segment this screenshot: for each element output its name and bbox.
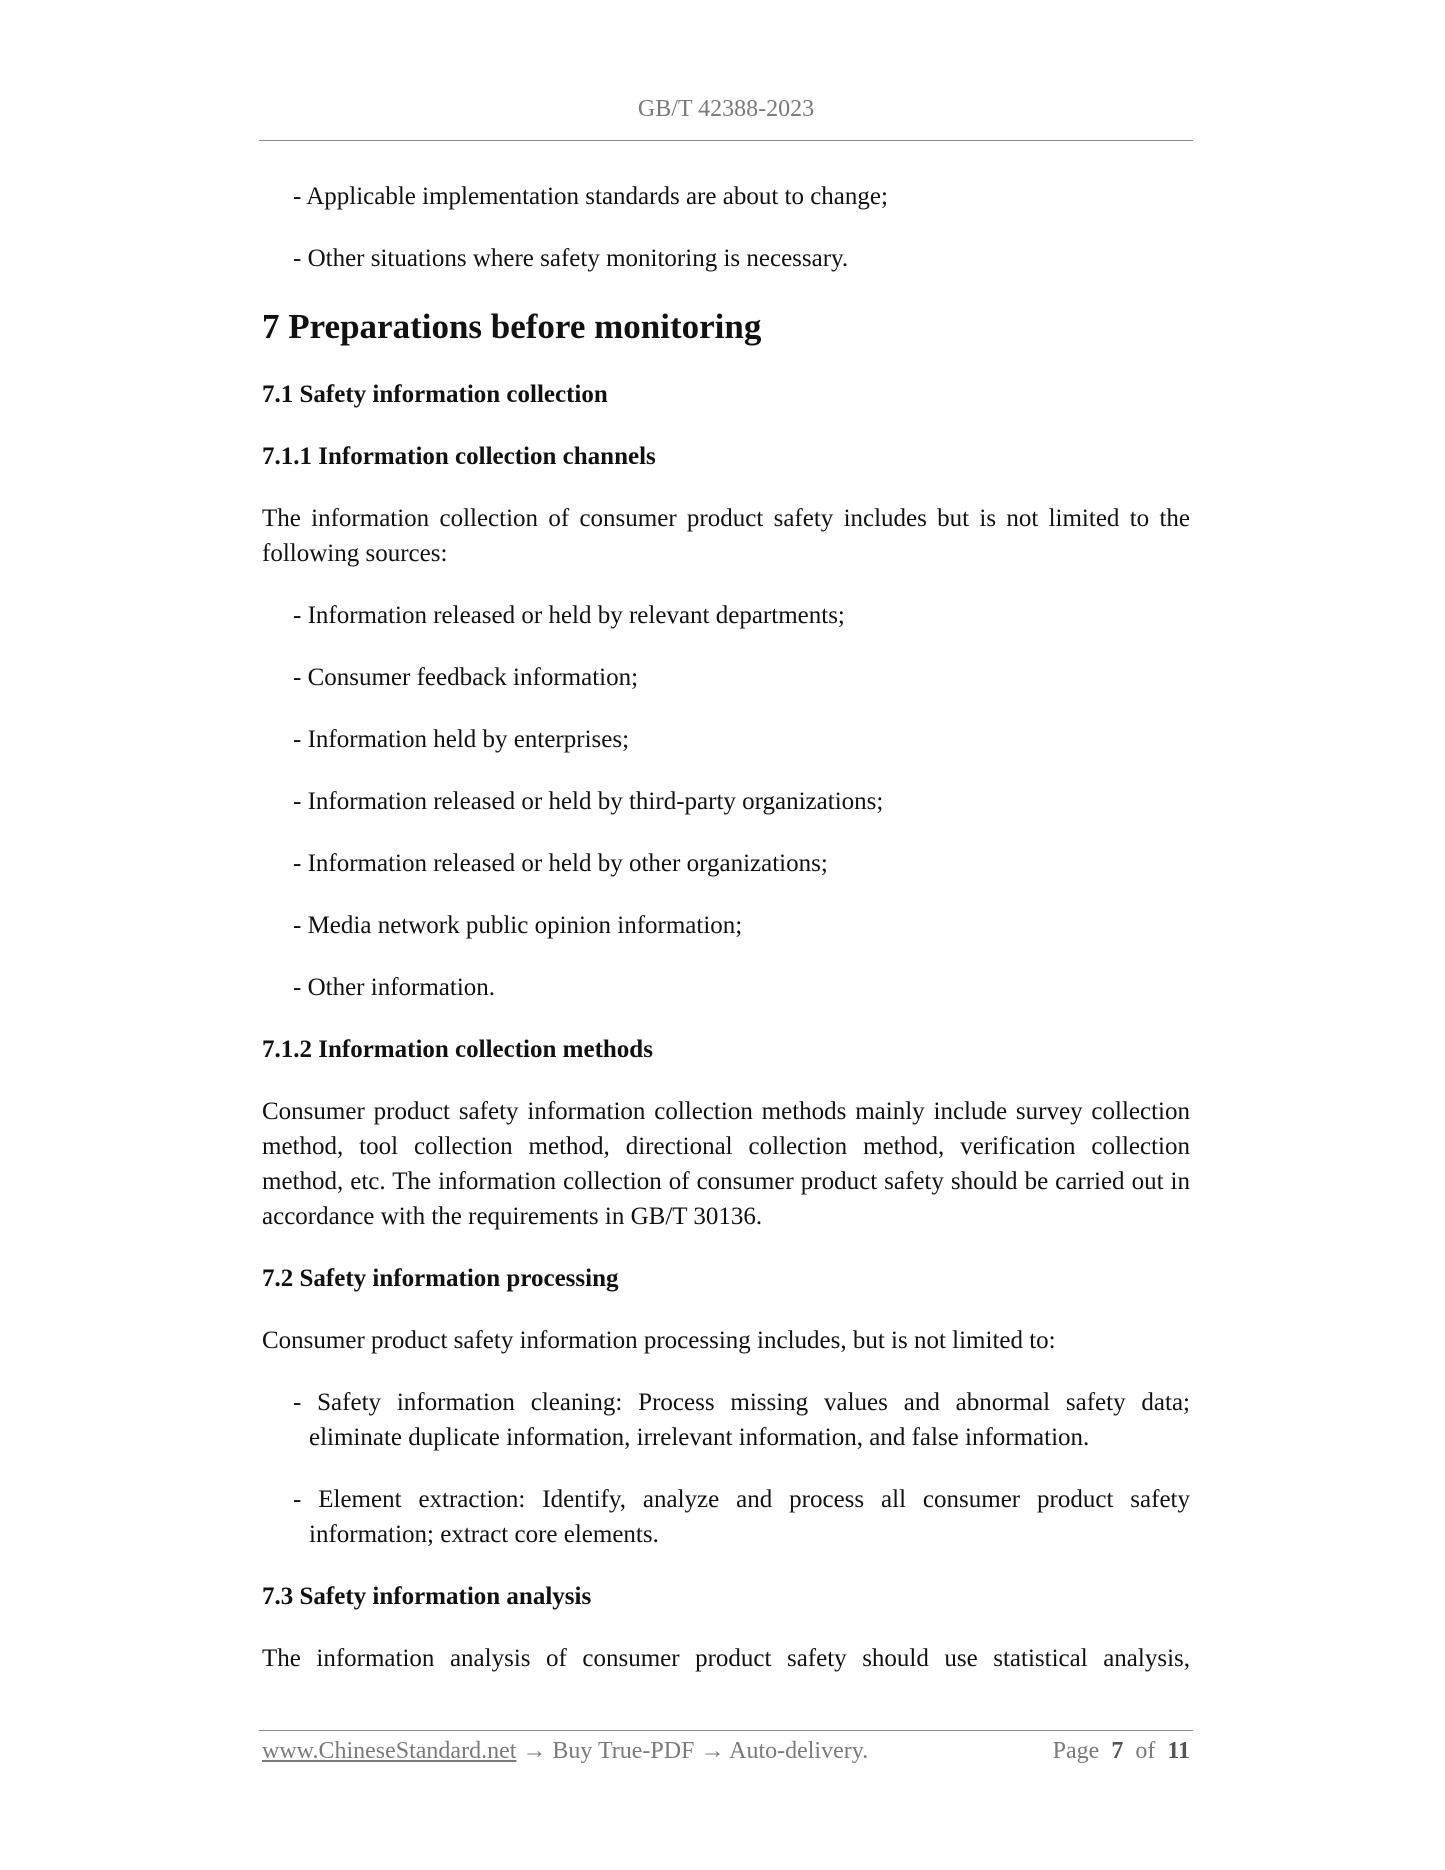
section-7-1-heading: 7.1 Safety information collection — [262, 381, 608, 408]
list-item: - Information released or held by third-party organizations; — [293, 788, 884, 815]
section-7-1-1-heading: 7.1.1 Information collection channels — [262, 443, 656, 470]
document-id-header: GB/T 42388-2023 — [637, 96, 815, 122]
list-item: - Safety information cleaning: Process missing values and abnormal safety data; eliminate duplicate information, irrelevant information, and false information. — [293, 1389, 1190, 1451]
page-word: Page — [1052, 1738, 1100, 1764]
list-item: - Other information. — [293, 974, 496, 1001]
section-7-heading: 7 Preparations before monitoring — [262, 307, 762, 346]
list-item: - Information released or held by relevant departments; — [293, 602, 845, 629]
section-7-3-heading: 7.3 Safety information analysis — [262, 1583, 592, 1610]
paragraph: Consumer product safety information processing includes, but is not limited to: — [262, 1327, 1056, 1354]
page-number: 7 — [1111, 1738, 1124, 1764]
paragraph: The information collection of consumer product safety includes but is not limited to the following sources: — [262, 505, 1190, 567]
paragraph: The information analysis of consumer product safety should use statistical analysis, — [262, 1645, 1190, 1672]
list-item: - Information released or held by other organizations; — [293, 850, 828, 877]
page-content — [262, 179, 1190, 1676]
total-pages: 11 — [1167, 1738, 1190, 1764]
list-item: - Consumer feedback information; — [293, 664, 639, 691]
list-item: - Media network public opinion information; — [293, 912, 743, 939]
site-link[interactable]: www.ChineseStandard.net — [262, 1738, 517, 1764]
paragraph: Consumer product safety information collection methods mainly include survey collection method, tool collection method, directional collection method, verification collection method, etc. The information collection of consumer product safety should be carried out in accordance with the requirements in GB/T 30136. — [262, 1098, 1190, 1230]
footer-tagline: → Buy True-PDF → Auto-delivery. — [516, 1738, 869, 1764]
page-footer — [262, 1736, 1190, 1766]
list-item: - Element extraction: Identify, analyze and process all consumer product safety information; extract core elements. — [293, 1486, 1190, 1548]
section-7-1-2-heading: 7.1.2 Information collection methods — [262, 1036, 653, 1063]
section-7-2-heading: 7.2 Safety information processing — [262, 1265, 619, 1292]
list-item: - Applicable implementation standards are about to change; — [293, 183, 888, 210]
list-item: - Information held by enterprises; — [293, 726, 630, 753]
page-indicator — [1053, 1736, 1190, 1766]
list-item: - Other situations where safety monitoring is necessary. — [293, 245, 849, 272]
header-divider — [259, 140, 1193, 141]
of-word: of — [1135, 1738, 1156, 1764]
footer-divider — [259, 1730, 1193, 1731]
